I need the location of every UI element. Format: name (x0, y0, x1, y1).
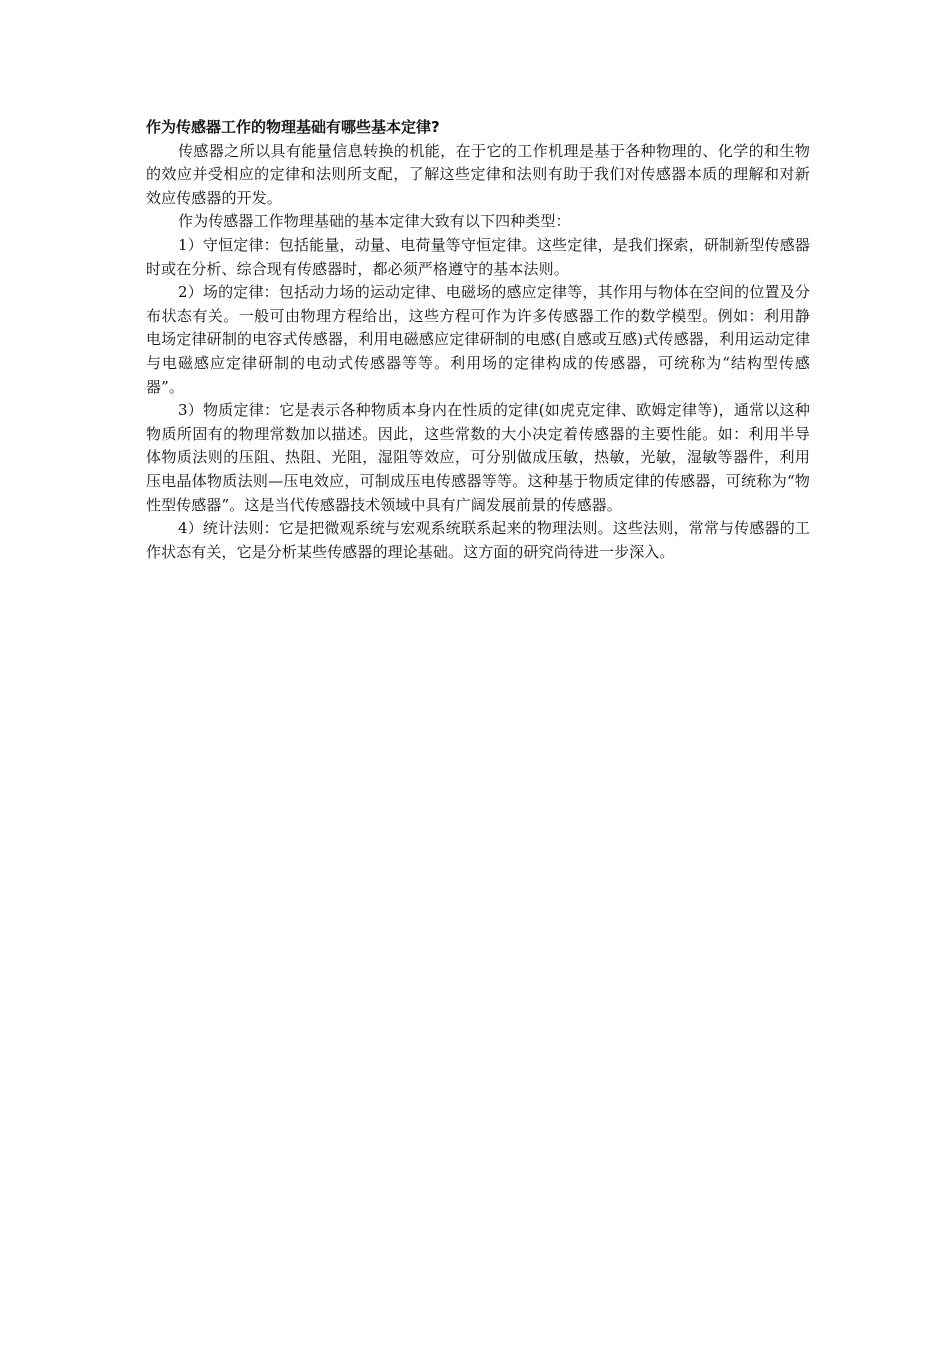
document-body (146, 116, 810, 564)
paragraph-statistical-laws: 4）统计法则：它是把微观系统与宏观系统联系起来的物理法则。这些法则，常常与传感器的工作状态有关，它是分析某些传感器的理论基础。这方面的研究尚待进一步深入。 (146, 519, 810, 561)
paragraph-conservation-laws: 1）守恒定律：包括能量，动量、电荷量等守恒定律。这些定律，是我们探索，研制新型传感器时或在分析、综合现有传感器时，都必须严格遵守的基本法则。 (146, 235, 810, 278)
paragraph-types-intro: 作为传感器工作物理基础的基本定律大致有以下四种类型： (178, 212, 571, 231)
document-title: 作为传感器工作的物理基础有哪些基本定律? (146, 118, 440, 136)
paragraph-material-laws: 3）物质定律：它是表示各种物质本身内在性质的定律(如虎克定律、欧姆定律等)，通常以这种物质所固有的物理常数加以描述。因此，这些常数的大小决定着传感器的主要性能。如：利用半导体物质法则的压阻、热阻、光阻，湿阻等效应，可分别做成压敏，热敏，光敏，湿敏等器件，利用压电晶体物质法则—压电效应，可制成压电传感器等等。这种基于物质定律的传感器，可统称为“物性型传感器”。这是当代传感器技术领域中具有广阔发展前景的传感器。 (146, 401, 810, 514)
paragraph-field-laws: 2）场的定律：包括动力场的运动定律、电磁场的感应定律等，其作用与物体在空间的位置及分布状态有关。一般可由物理方程给出，这些方程可作为许多传感器工作的数学模型。例如：利用静电场定律研制的电容式传感器，利用电磁感应定律研制的电感(自感或互感)式传感器，利用运动定律与电磁感应定律研制的电动式传感器等等。利用场的定律构成的传感器，可统称为“结构型传感器”。 (146, 283, 810, 396)
paragraph-intro: 传感器之所以具有能量信息转换的机能，在于它的工作机理是基于各种物理的、化学的和生物的效应并受相应的定律和法则所支配，了解这些定律和法则有助于我们对传感器本质的理解和对新效应传感器的开发。 (146, 141, 810, 207)
